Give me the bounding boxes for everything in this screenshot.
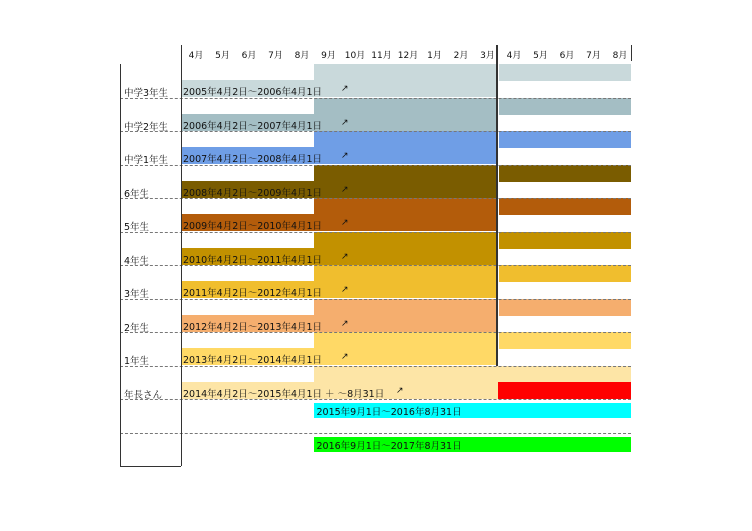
birth-range: 2005年4月2日～2006年4月1日 xyxy=(183,87,323,98)
row-separator xyxy=(120,366,631,367)
arrow-icon: ↗ xyxy=(341,218,349,228)
table-border xyxy=(120,64,121,466)
grade-bar-next-year xyxy=(499,299,631,316)
grade-label: 2年生 xyxy=(124,322,150,334)
month-label: 3月 xyxy=(480,51,495,61)
arrow-icon: ↗ xyxy=(341,352,349,362)
month-label: 4月 xyxy=(188,51,204,61)
birth-range: 2007年4月2日～2008年4月1日 xyxy=(183,154,323,165)
arrow-icon: ↗ xyxy=(341,184,349,195)
month-label: 9月 xyxy=(321,51,336,61)
grade-bar-next-year xyxy=(499,232,631,249)
grade-bar-next-year xyxy=(499,265,631,282)
month-label: 7月 xyxy=(268,51,283,61)
grade-bar-next-year xyxy=(499,332,631,349)
grade-label: 3年生 xyxy=(124,289,150,300)
red-marker xyxy=(498,382,631,399)
birth-range: 2014年4月2日～2015年4月1日 ＋ ～8月31日 xyxy=(183,388,385,400)
arrow-icon: ↗ xyxy=(341,84,349,94)
table-border xyxy=(181,45,182,466)
birth-range: 2006年4月2日～2007年4月1日 xyxy=(183,120,323,132)
arrow-icon: ↗ xyxy=(396,385,404,396)
row-separator xyxy=(120,433,631,434)
month-label: 5月 xyxy=(533,51,548,61)
grade-label: 6年生 xyxy=(124,188,150,200)
grade-bar-next-year xyxy=(499,131,631,148)
grade-label: 4年生 xyxy=(124,255,150,267)
row-separator xyxy=(120,232,631,233)
grade-bar-next-year xyxy=(499,198,631,215)
grade-label: 5年生 xyxy=(124,222,150,233)
arrow-icon: ↗ xyxy=(341,251,349,262)
grade-bar-next-year xyxy=(499,64,631,81)
arrow-icon: ↗ xyxy=(341,117,349,128)
arrow-icon: ↗ xyxy=(341,151,349,161)
birth-range: 2013年4月2日～2014年4月1日 xyxy=(183,355,323,366)
grade-bar-next-year xyxy=(499,165,631,182)
month-label: 8月 xyxy=(612,51,628,61)
row-separator xyxy=(120,131,631,132)
row-separator xyxy=(120,198,631,199)
row-separator xyxy=(120,399,631,400)
table-bottom-border xyxy=(120,466,181,467)
grade-label: 中学2年生 xyxy=(124,121,169,133)
row-separator xyxy=(120,265,631,266)
birth-range: 2009年4月2日～2010年4月1日 xyxy=(183,221,323,232)
month-label: 5月 xyxy=(215,51,230,61)
row-separator xyxy=(120,299,631,300)
grade-label: 中学3年生 xyxy=(124,88,169,99)
month-label: 7月 xyxy=(586,51,601,61)
period-range: 2015年9月1日～2016年8月31日 xyxy=(316,407,462,418)
header-divider xyxy=(631,45,632,61)
grade-bar-next-year xyxy=(499,98,631,115)
month-label: 6月 xyxy=(241,51,257,61)
fiscal-year-divider xyxy=(496,45,498,366)
birth-range: 2008年4月2日～2009年4月1日 xyxy=(183,187,323,199)
grade-label: 年長さん xyxy=(124,389,163,401)
period-range: 2016年9月1日～2017年8月31日 xyxy=(316,440,462,452)
month-label: 12月 xyxy=(397,51,419,61)
month-label: 8月 xyxy=(294,51,310,61)
month-label: 1月 xyxy=(427,51,442,61)
month-label: 6月 xyxy=(559,51,575,61)
birth-range: 2011年4月2日～2012年4月1日 xyxy=(183,288,323,299)
birth-range: 2010年4月2日～2011年4月1日 xyxy=(183,254,323,266)
row-separator xyxy=(120,165,631,166)
month-label: 10月 xyxy=(344,51,366,61)
row-separator xyxy=(120,332,631,333)
birth-range: 2012年4月2日～2013年4月1日 xyxy=(183,321,323,333)
arrow-icon: ↗ xyxy=(341,318,349,329)
month-label: 4月 xyxy=(506,51,522,61)
month-label: 2月 xyxy=(453,51,469,61)
row-separator xyxy=(120,98,631,99)
grade-label: 中学1年生 xyxy=(124,155,169,166)
grade-label: 1年生 xyxy=(124,356,150,367)
month-label: 11月 xyxy=(371,51,392,61)
arrow-icon: ↗ xyxy=(341,285,349,295)
